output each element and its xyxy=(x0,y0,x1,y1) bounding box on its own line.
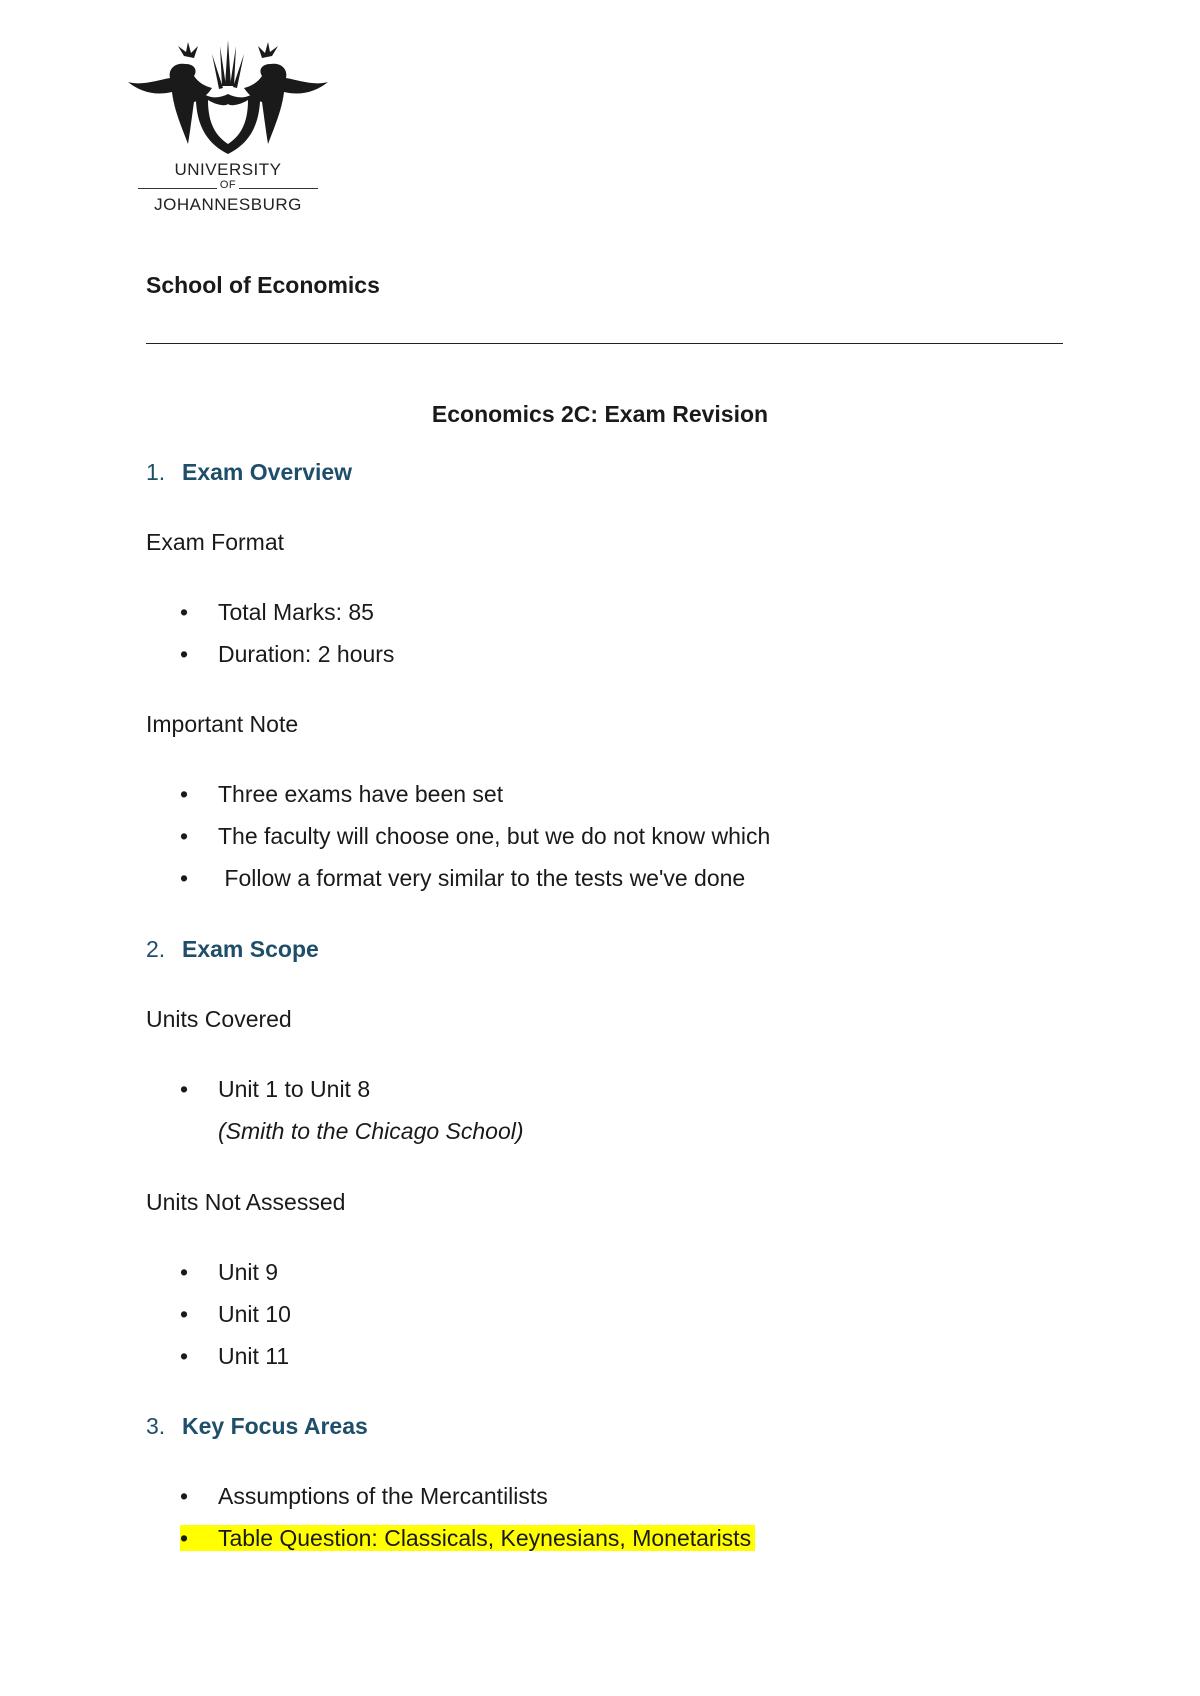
subheading-units-covered: Units Covered xyxy=(146,1006,292,1032)
logo-text-johannesburg: JOHANNESBURG xyxy=(154,195,302,214)
list-item: • The faculty will choose one, but we do not know which xyxy=(180,823,771,849)
list-item-highlighted: • Table Question: Classicals, Keynesians, Monetarists xyxy=(180,1525,755,1552)
subheading-units-not-assessed: Units Not Assessed xyxy=(146,1189,346,1215)
document-title: Economics 2C: Exam Revision xyxy=(431,401,769,427)
list-item: • Follow a format very similar to the tests we've done xyxy=(180,865,746,891)
section-heading-key-focus-areas: 3. Key Focus Areas xyxy=(146,1413,368,1439)
list-item: • Assumptions of the Mercantilists xyxy=(180,1483,548,1509)
header-divider xyxy=(146,343,1063,344)
list-item: • Duration: 2 hours xyxy=(180,641,395,667)
logo-text-university: UNIVERSITY xyxy=(174,160,282,179)
list-item: • Unit 1 to Unit 8 xyxy=(180,1076,371,1102)
section-heading-exam-scope: 2. Exam Scope xyxy=(146,936,319,962)
logo-emblem-icon xyxy=(128,36,328,166)
subheading-exam-format: Exam Format xyxy=(146,529,285,555)
school-name: School of Economics xyxy=(146,272,380,298)
logo-text-of: OF xyxy=(128,179,328,191)
list-item-note: (Smith to the Chicago School) xyxy=(218,1118,524,1144)
list-item: • Three exams have been set xyxy=(180,781,504,807)
list-item: • Unit 9 xyxy=(180,1259,279,1285)
list-item: • Unit 10 xyxy=(180,1301,291,1327)
section-heading-exam-overview: 1. Exam Overview xyxy=(146,459,353,485)
list-item: • Total Marks: 85 xyxy=(180,599,374,625)
subheading-important-note: Important Note xyxy=(146,711,299,737)
university-logo xyxy=(128,36,328,216)
list-item: • Unit 11 xyxy=(180,1343,290,1369)
